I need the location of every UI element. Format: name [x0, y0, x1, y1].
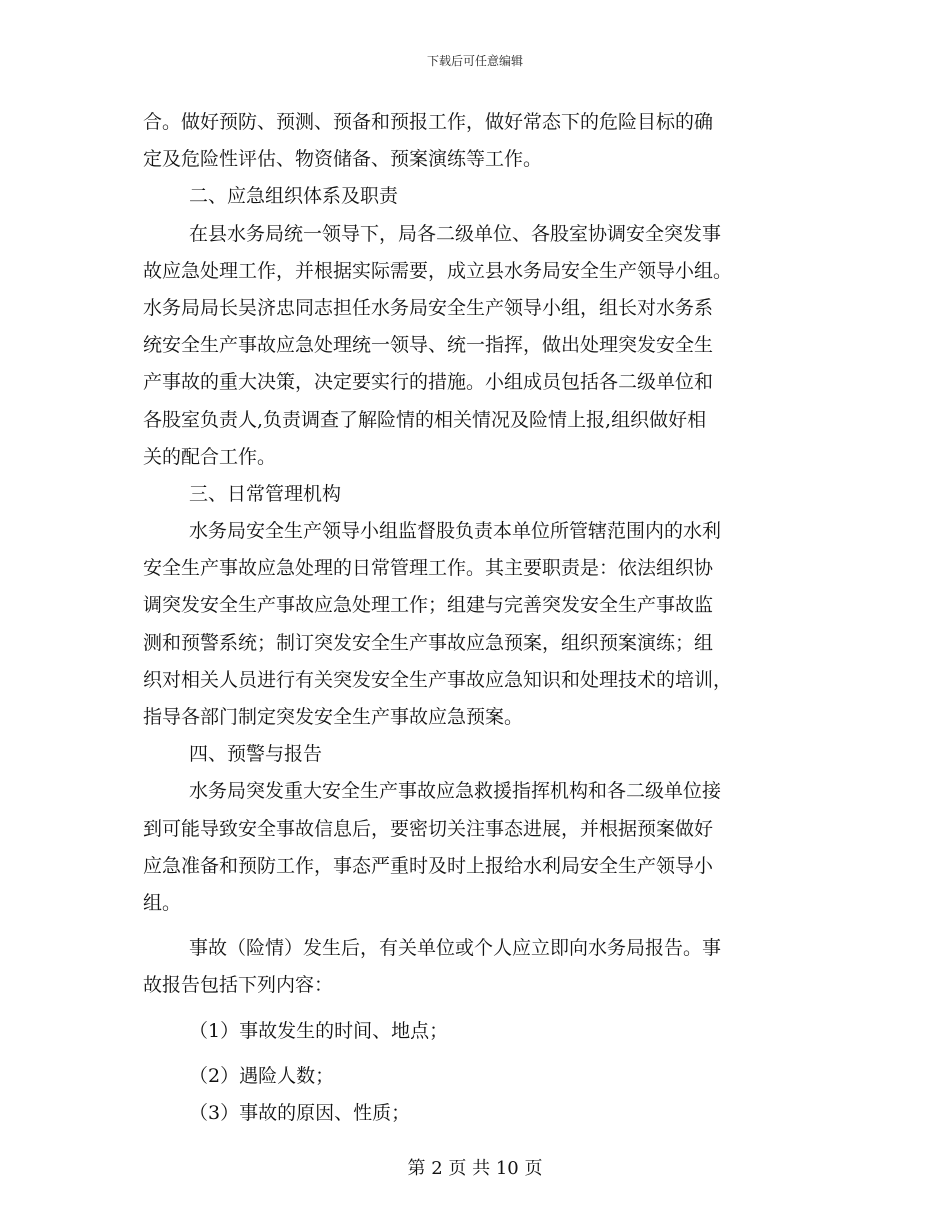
- text-line: 四、预警与报告: [189, 743, 323, 766]
- text-line: 各股室负责人,负责调查了解险情的相关情况及险情上报,组织做好相: [143, 408, 707, 431]
- text-line: 组。: [143, 891, 182, 914]
- text-line: 应急准备和预防工作，事态严重时及时上报给水利局安全生产领导小: [143, 854, 714, 877]
- text-line: 故报告包括下列内容：: [143, 974, 334, 997]
- page-footer: 第 2 页 共 10 页: [407, 1158, 543, 1179]
- text-line: 故应急处理工作，并根据实际需要，成立县水务局安全生产领导小组。: [143, 259, 733, 282]
- text-line: 安全生产事故应急处理的日常管理工作。其主要职责是：依法组织协: [143, 557, 714, 580]
- text-line: 到可能导致安全事故信息后，要密切关注事态进展，并根据预案做好: [143, 817, 714, 840]
- text-line: （3）事故的原因、性质；: [189, 1101, 411, 1124]
- text-line: 水务局突发重大安全生产事故应急救援指挥机构和各二级单位接: [189, 780, 722, 803]
- text-line: 三、日常管理机构: [189, 482, 342, 505]
- text-line: 关的配合工作。: [143, 445, 277, 468]
- text-line: 统安全生产事故应急处理统一领导、统一指挥，做出处理突发安全生: [143, 334, 714, 357]
- text-line: 测和预警系统；制订突发安全生产事故应急预案，组织预案演练；组: [143, 631, 714, 654]
- text-line: 二、应急组织体系及职责: [189, 185, 399, 208]
- document-body: [143, 104, 808, 1132]
- text-line: 产事故的重大决策，决定要实行的措施。小组成员包括各二级单位和: [143, 371, 714, 394]
- text-line: 事故（险情）发生后，有关单位或个人应立即向水务局报告。事: [189, 937, 722, 960]
- text-line: 水务局安全生产领导小组监督股负责本单位所管辖范围内的水利: [189, 520, 722, 543]
- text-line: 调突发安全生产事故应急处理工作；组建与完善突发安全生产事故监: [143, 594, 714, 617]
- page-header: 下载后可任意编辑: [426, 54, 523, 68]
- text-line: 定及危险性评估、物资储备、预案演练等工作。: [143, 148, 543, 171]
- text-line: 织对相关人员进行有关突发安全生产事故应急知识和处理技术的培训，: [143, 668, 733, 691]
- text-line: 在县水务局统一领导下，局各二级单位、各股室协调安全突发事: [189, 222, 722, 245]
- text-line: 指导各部门制定突发安全生产事故应急预案。: [143, 706, 524, 728]
- text-line: 合。做好预防、预测、预备和预报工作，做好常态下的危险目标的确: [143, 111, 714, 133]
- text-line: （1）事故发生的时间、地点；: [189, 1019, 449, 1042]
- text-line: 水务局局长吴济忠同志担任水务局安全生产领导小组，组长对水务系: [143, 296, 714, 319]
- text-line: （2）遇险人数；: [189, 1064, 335, 1087]
